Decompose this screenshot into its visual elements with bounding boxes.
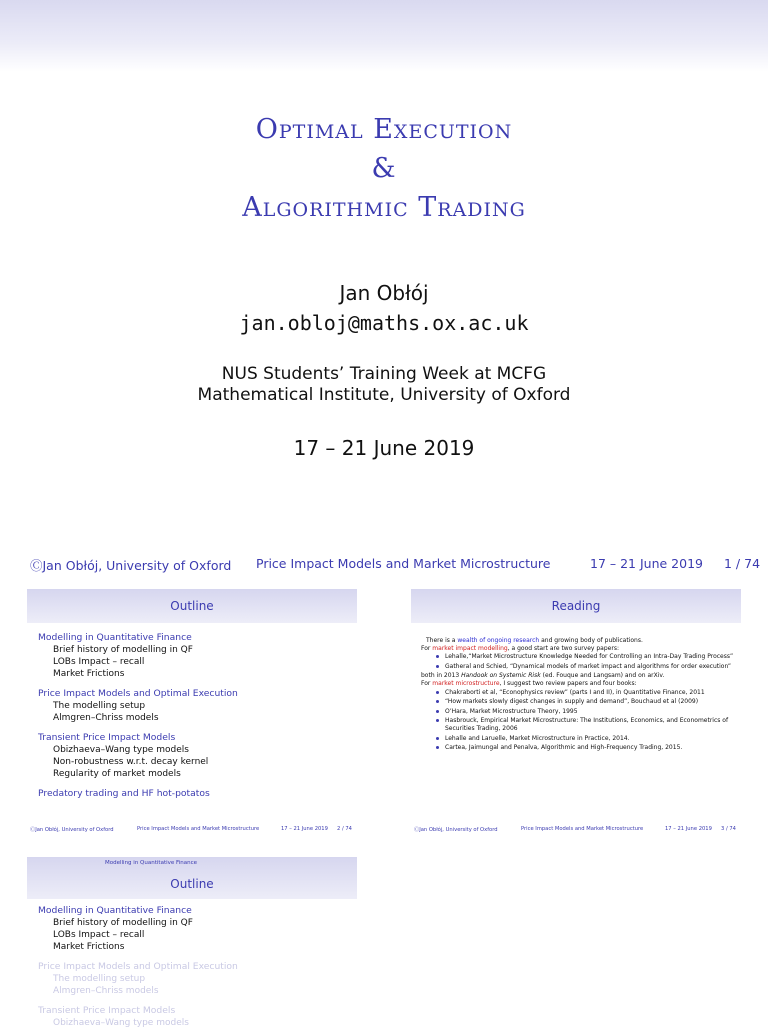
outline-section: Transient Price Impact Models — [38, 732, 176, 743]
outline-slide-2-title: Outline — [170, 877, 214, 891]
outline-slide-header — [27, 589, 357, 623]
outline-item: Obizhaeva–Wang type models — [53, 745, 189, 755]
book-list — [425, 689, 737, 752]
thumb-footer-copyright: ⒸJan Obłój, University of Oxford — [30, 827, 114, 833]
thumb-footer-copyright: ⒸJan Obłój, University of Oxford — [414, 827, 498, 833]
reading-content — [411, 623, 741, 752]
reading-handbook: both in 2013 Handook on Systemic Risk (ed. Fouque and Langsam) and on arXiv. — [421, 672, 665, 680]
thumb-footer-course: Price Impact Models and Market Microstructure — [137, 826, 260, 832]
slide-title-line-3: Algorithmic Trading — [242, 192, 526, 223]
outline-section-list — [27, 899, 357, 1029]
survey-list — [425, 653, 737, 670]
outline-section-faded: Price Impact Models and Optimal Execution — [38, 961, 238, 972]
outline-slide-thumbnail[interactable] — [27, 589, 357, 800]
list-item: Hasbrouck, Empirical Market Microstructure: The Institutions, Economics, and Econometrics of Securities Trading, 2006 — [445, 717, 737, 732]
outline-section: Modelling in Quantitative Finance — [38, 632, 192, 643]
author-email[interactable]: jan.obloj@maths.ox.ac.uk — [239, 311, 529, 335]
outline-section-faded: Transient Price Impact Models — [38, 1005, 176, 1016]
thumb-footer-date: 17 – 21 June 2019 — [665, 826, 712, 832]
reading-slide-thumbnail[interactable] — [411, 589, 741, 754]
outline-item: Non-robustness w.r.t. decay kernel — [53, 757, 209, 767]
outline-item: Market Frictions — [53, 669, 125, 679]
reading-highlight: market impact modelling — [432, 644, 508, 652]
list-item: O’Hara, Market Microstructure Theory, 1995 — [445, 708, 737, 716]
list-item: Cartea, Jaimungal and Penalva, Algorithmic and High-Frequency Trading, 2015. — [445, 744, 737, 752]
outline-slide-2-header — [27, 857, 357, 899]
reading-market-impact: For market impact modelling, a good start are two survey papers: — [421, 644, 619, 652]
footer-course: Price Impact Models and Market Microstructure — [256, 556, 551, 571]
list-item: “How markets slowly digest changes in supply and demand”, Bouchaud et al (2009) — [445, 698, 737, 706]
outline-item: Almgren–Chriss models — [53, 713, 159, 723]
author-name: Jan Obłój — [339, 281, 429, 305]
thumb-footer-page-number: 2 / 74 — [337, 826, 352, 832]
title-slide-header-band — [0, 0, 768, 72]
footer-page-number: 1 / 74 — [724, 556, 761, 571]
institution-name: Mathematical Institute, University of Oxford — [197, 385, 571, 405]
outline-item: LOBs Impact – recall — [53, 657, 145, 667]
outline-section: Modelling in Quantitative Finance — [38, 905, 192, 916]
footer-copyright: ⒸJan Obłój, University of Oxford — [30, 558, 232, 573]
list-item: Lehalle,“Market Microstructure Knowledge Needed for Controlling an Intra-Day Trading Process” — [445, 653, 737, 661]
outline-item: Brief history of modelling in QF — [53, 645, 193, 655]
outline-item: The modelling setup — [53, 701, 146, 711]
outline-section: Price Impact Models and Optimal Execution — [38, 688, 238, 699]
outline-slide-2-thumbnail[interactable] — [27, 857, 357, 1029]
reading-slide-title: Reading — [551, 599, 601, 613]
reading-highlight: market microstructure — [432, 679, 500, 687]
outline-item: LOBs Impact – recall — [53, 930, 145, 940]
event-name: NUS Students’ Training Week at MCFG — [221, 364, 547, 384]
list-item: Chakraborti et al, “Econophysics review” (parts I and II), in Quantitative Finance, 2011 — [445, 689, 737, 697]
outline-section: Predatory trading and HF hot-potatos — [38, 788, 210, 799]
outline-item: Market Frictions — [53, 942, 125, 952]
slide-title-line-1: Optimal Execution — [255, 114, 513, 145]
outline-section-list — [27, 623, 357, 800]
thumb-footer-page-number: 3 / 74 — [721, 826, 736, 832]
reading-microstructure: For market microstructure, I suggest two review papers and four books: — [421, 679, 637, 687]
outline-item: Regularity of market models — [53, 769, 181, 779]
event-date: 17 – 21 June 2019 — [293, 436, 475, 460]
reading-slide-header — [411, 589, 741, 623]
thumb-footer-date: 17 – 21 June 2019 — [281, 826, 328, 832]
header-section-nav[interactable]: Modelling in Quantitative Finance — [105, 860, 198, 866]
list-item: Gatheral and Schied, “Dynamical models of market impact and algorithms for order execution” — [445, 663, 737, 671]
footer-date: 17 – 21 June 2019 — [590, 556, 703, 571]
outline-item: Brief history of modelling in QF — [53, 918, 193, 928]
slide-title-line-2: & — [371, 153, 397, 184]
outline-item-faded: Obizhaeva–Wang type models — [53, 1018, 189, 1028]
thumb-footer-course: Price Impact Models and Market Microstructure — [521, 826, 644, 832]
reading-intro: There is a wealth of ongoing research and growing body of publications. — [426, 637, 643, 644]
reading-link[interactable]: wealth of ongoing research — [457, 637, 540, 644]
outline-slide-title: Outline — [170, 599, 214, 613]
outline-item-faded: The modelling setup — [53, 974, 146, 984]
list-item: Lehalle and Laruelle, Market Microstructure in Practice, 2014. — [445, 735, 737, 743]
outline-item-faded: Almgren–Chriss models — [53, 986, 159, 996]
